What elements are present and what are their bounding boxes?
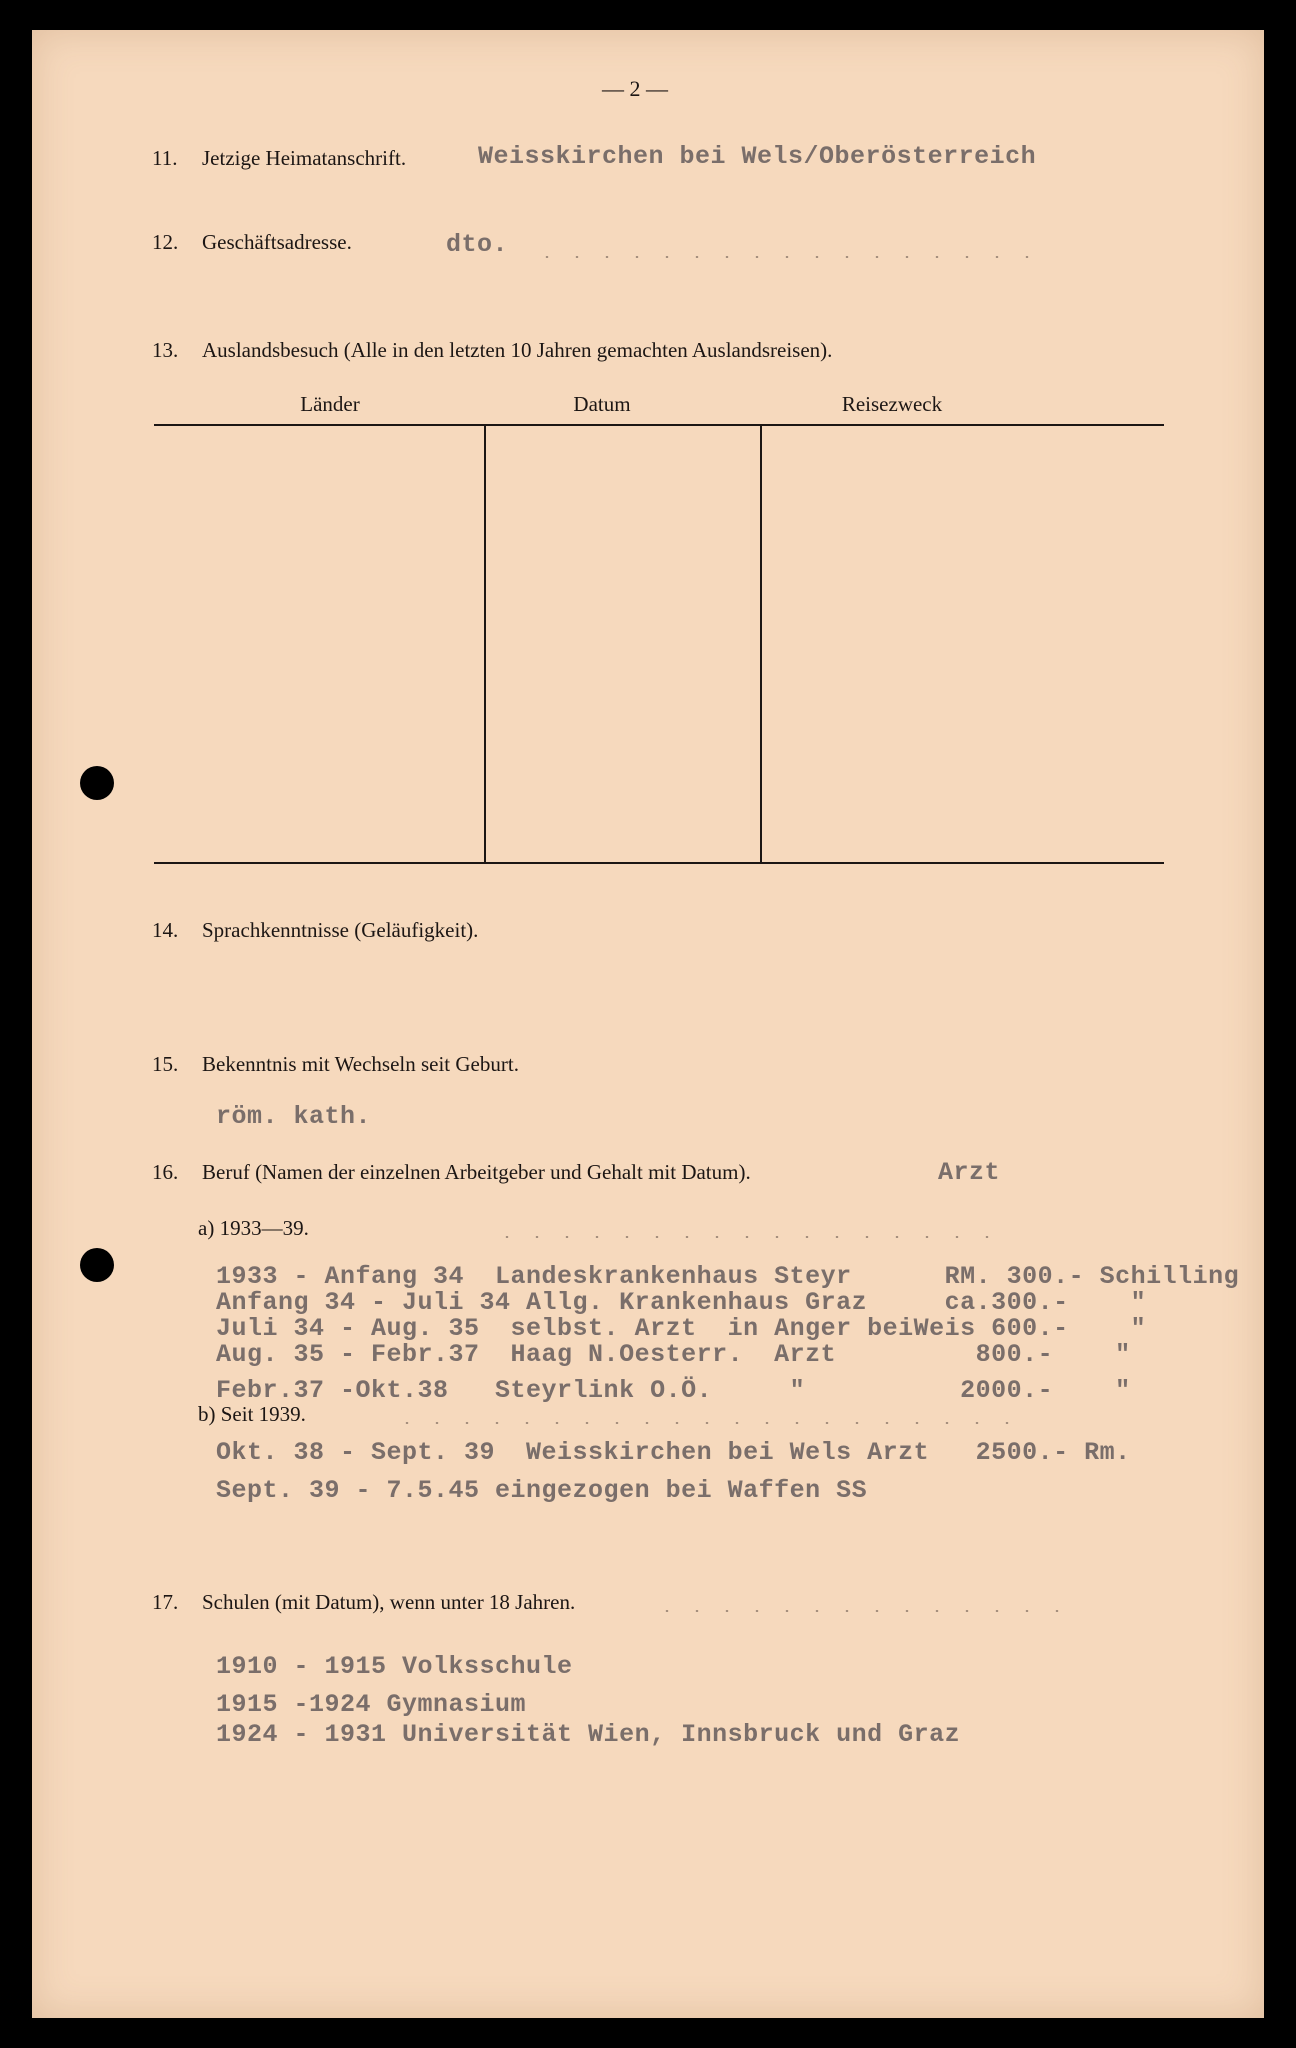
document-page: [32, 30, 1264, 2018]
field-17-label: [152, 1590, 575, 1615]
employment-row-1: 1933 - Anfang 34 Landeskrankenhaus Steyr RM. 300.- Schilling: [216, 1262, 1240, 1291]
field-16b-label: b) Seit 1939.: [198, 1402, 306, 1426]
table-divider-2: [760, 426, 762, 864]
field-13-label: [152, 338, 832, 363]
field-13-number: 13.: [152, 338, 179, 362]
field-15-text: Bekenntnis mit Wechseln seit Geburt.: [202, 1052, 519, 1076]
field-17-text: Schulen (mit Datum), wenn unter 18 Jahren.: [202, 1590, 576, 1614]
field-12-number: 12.: [152, 230, 179, 254]
field-13-text: Auslandsbesuch (Alle in den letzten 10 Jahren gemachten Auslandsreisen).: [202, 338, 833, 362]
employment-row-5: Febr.37 -Okt.38 Steyrlink O.Ö. " 2000.- ": [216, 1376, 1131, 1405]
punch-hole-top: [80, 766, 114, 800]
table-divider-1: [484, 426, 486, 864]
table-bottom-rule: [154, 862, 1164, 864]
field-16a-label: a) 1933—39.: [198, 1216, 309, 1240]
field-16-number: 16.: [152, 1160, 179, 1184]
field-12-text: Geschäftsadresse.: [202, 230, 352, 254]
field-11-text: Jetzige Heimatanschrift.: [202, 146, 407, 170]
field-16-value: Arzt: [938, 1158, 1001, 1187]
field-16-label: [152, 1160, 751, 1185]
field-14-label: [152, 918, 478, 943]
field-14-text: Sprachkenntnisse (Geläufigkeit).: [202, 918, 479, 942]
field-12-label: [152, 230, 352, 255]
field-11-number: 11.: [152, 146, 178, 170]
column-header-reisezweck: Reisezweck: [841, 392, 943, 416]
field-15-label: [152, 1052, 519, 1077]
field-15-value: röm. kath.: [216, 1102, 372, 1131]
school-row-1: 1910 - 1915 Volksschule: [216, 1652, 573, 1681]
punch-hole-bottom: [80, 1248, 114, 1282]
field-17-dotted-line: [652, 1610, 1072, 1612]
school-row-2: 1915 -1924 Gymnasium: [216, 1690, 527, 1719]
field-16b-dotted-line: [392, 1422, 1032, 1424]
employment-row-4: Aug. 35 - Febr.37 Haag N.Oesterr. Arzt 800.- ": [216, 1340, 1131, 1369]
school-row-3: 1924 - 1931 Universität Wien, Innsbruck und Graz: [216, 1720, 961, 1749]
field-17-number: 17.: [152, 1590, 179, 1614]
field-16a-dotted-line: [492, 1236, 1012, 1238]
field-16-text: Beruf (Namen der einzelnen Arbeitgeber und Gehalt mit Datum).: [202, 1160, 751, 1184]
employment-row-2: Anfang 34 - Juli 34 Allg. Krankenhaus Graz ca.300.- ": [216, 1288, 1147, 1317]
field-15-number: 15.: [152, 1052, 179, 1076]
field-12-value: dto.: [446, 230, 509, 259]
field-14-number: 14.: [152, 918, 179, 942]
table-top-rule: [154, 424, 1164, 426]
employment-row-6: Okt. 38 - Sept. 39 Weisskirchen bei Wels Arzt 2500.- Rm.: [216, 1438, 1131, 1467]
field-11-value: Weisskirchen bei Wels/Oberösterreich: [478, 142, 1037, 171]
employment-row-3: Juli 34 - Aug. 35 selbst. Arzt in Anger beiWeis 600.- ": [216, 1314, 1147, 1343]
page-number: — 2 —: [602, 76, 668, 101]
employment-row-7: Sept. 39 - 7.5.45 eingezogen bei Waffen SS: [216, 1476, 868, 1505]
column-header-datum: Datum: [573, 392, 631, 416]
column-header-laender: Länder: [300, 392, 360, 416]
field-11-label: [152, 146, 406, 171]
field-12-dotted-line: [532, 256, 1032, 258]
